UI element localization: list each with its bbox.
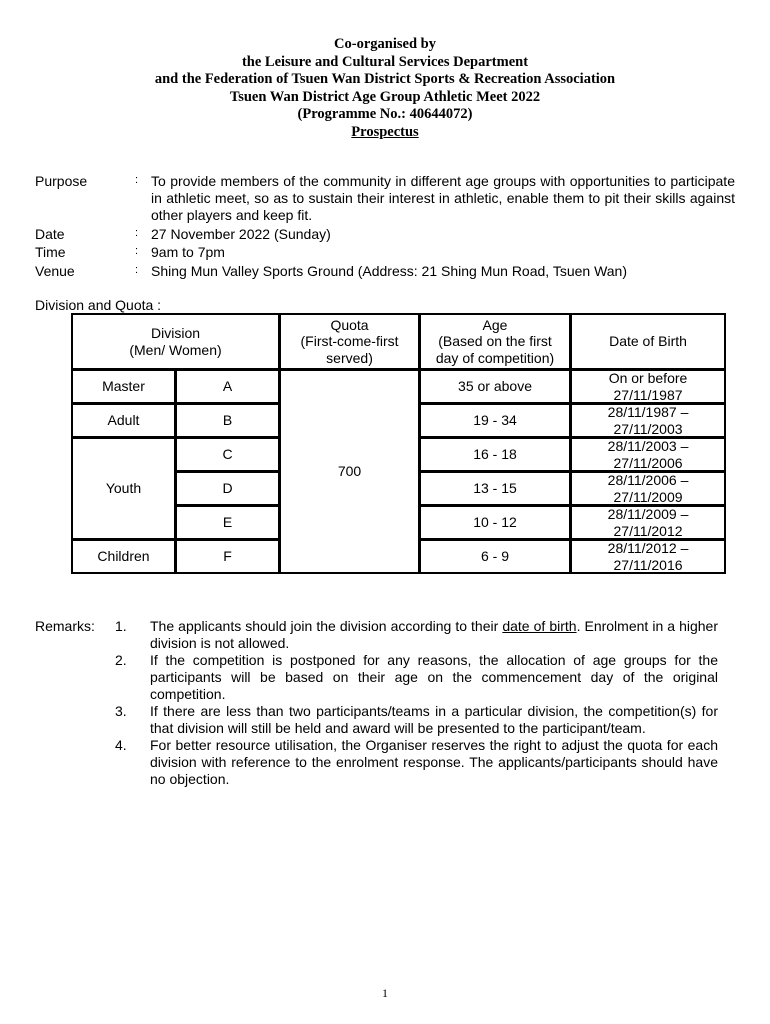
- date-label: Date: [35, 225, 65, 242]
- dob-line2: 27/11/2012: [613, 522, 683, 539]
- age-cell: 19 - 34: [420, 404, 571, 438]
- remark-text: If there are less than two participants/teams in a particular division, the competition(s) for that division will still be held and award will be presented to the participant/team.: [150, 703, 718, 736]
- list-item: [115, 737, 718, 788]
- header-age: [420, 314, 571, 370]
- header-date-of-birth: Date of Birth: [571, 314, 726, 370]
- quota-cell: 700: [280, 370, 420, 574]
- age-cell: 13 - 15: [420, 472, 571, 506]
- dob-line1: On or before: [608, 370, 688, 386]
- purpose-colon: :: [135, 174, 139, 186]
- remark-number: 4.: [115, 737, 127, 753]
- remark-text: [150, 618, 718, 652]
- division-quota-heading: Division and Quota :: [35, 297, 162, 313]
- venue-colon: :: [135, 263, 139, 276]
- remarks-list: [115, 618, 718, 788]
- division-cell: F: [176, 540, 280, 574]
- age-cell: 10 - 12: [420, 506, 571, 540]
- header-quota: [280, 314, 420, 370]
- header-division: [72, 314, 280, 370]
- dob-line1: 28/11/2006 –: [607, 472, 689, 488]
- dob-line1: 28/11/2012 –: [607, 540, 689, 556]
- division-cell: D: [176, 472, 280, 506]
- dob-line1: 28/11/2009 –: [607, 506, 689, 522]
- header-event-title: Tsuen Wan District Age Group Athletic Meet 2022: [229, 88, 541, 105]
- group-master: Master: [72, 370, 176, 404]
- venue-row: [35, 263, 735, 280]
- dob-cell: [571, 472, 726, 506]
- dob-line1: 28/11/1987 –: [607, 404, 689, 420]
- group-youth: Youth: [72, 438, 176, 540]
- group-children: Children: [72, 540, 176, 574]
- header-age-line1: Age: [482, 316, 508, 333]
- age-cell: 6 - 9: [420, 540, 571, 574]
- dob-line2: 27/11/2006: [613, 454, 683, 471]
- header-prospectus: [0, 124, 770, 142]
- venue-text: Shing Mun Valley Sports Ground (Address: 21 Shing Mun Road, Tsuen Wan): [151, 262, 627, 279]
- division-cell: C: [176, 438, 280, 472]
- header-division-line1: Division: [151, 325, 201, 341]
- time-colon: :: [135, 245, 139, 257]
- dob-line1: 28/11/2003 –: [607, 438, 689, 454]
- dob-line2: 27/11/2016: [613, 556, 683, 573]
- date-of-birth-underlined: date of birth: [502, 618, 577, 634]
- purpose-text: To provide members of the community in different age groups with opportunities to participate in athletic meet, so as to sustain their interest in athletic, enable them to pit their skills against other players and keep fit.: [151, 173, 735, 223]
- dob-line2: 27/11/2009: [613, 488, 683, 505]
- remark-text: For better resource utilisation, the Organiser reserves the right to adjust the quota for each division with reference to the enrolment response. The applicants/participants should have no objection.: [150, 737, 718, 787]
- table-row: [72, 370, 726, 404]
- dob-cell: [571, 506, 726, 540]
- list-item: [115, 618, 718, 652]
- division-cell: A: [176, 370, 280, 404]
- dob-line2: 27/11/2003: [613, 420, 683, 437]
- header-age-line2: (Based on the first: [438, 333, 552, 350]
- dob-cell: [571, 370, 726, 404]
- remark-1-pre: The applicants should join the division according to their: [150, 618, 503, 634]
- time-label: Time: [35, 244, 66, 260]
- time-text: 9am to 7pm: [151, 244, 225, 260]
- purpose-label: Purpose: [35, 173, 88, 189]
- date-colon: :: [135, 226, 139, 239]
- remark-number: 1.: [115, 618, 127, 634]
- dob-cell: [571, 540, 726, 574]
- header-co-organised: Co-organised by: [334, 36, 436, 52]
- purpose-row: [35, 173, 735, 224]
- page-number: 1: [382, 986, 388, 1000]
- division-cell: E: [176, 506, 280, 540]
- header-quota-line1: Quota: [330, 316, 369, 333]
- event-info: [35, 173, 735, 281]
- division-cell: B: [176, 404, 280, 438]
- remark-number: 3.: [115, 703, 127, 719]
- document-header: [0, 36, 770, 142]
- time-row: [35, 244, 735, 261]
- division-quota-table: [71, 313, 726, 574]
- group-adult: Adult: [72, 404, 176, 438]
- date-row: [35, 226, 735, 243]
- header-federation: and the Federation of Tsuen Wan District Sports & Recreation Association: [154, 71, 616, 88]
- prospectus-title: Prospectus: [351, 123, 419, 140]
- dob-line2: 27/11/1987: [613, 386, 683, 403]
- header-quota-line3: served): [326, 349, 373, 366]
- header-programme-no: (Programme No.: 40644072): [297, 106, 473, 123]
- remark-text: If the competition is postponed for any reasons, the allocation of age groups for the participants will be based on their age on the commencement day of the original competition.: [150, 652, 718, 702]
- header-lcsd: the Leisure and Cultural Services Department: [241, 53, 529, 70]
- dob-cell: [571, 404, 726, 438]
- remarks-label: Remarks:: [35, 618, 95, 634]
- age-cell: 35 or above: [420, 370, 571, 404]
- list-item: [115, 652, 718, 703]
- table-header-row: [72, 314, 726, 370]
- header-division-line2: (Men/ Women): [129, 341, 222, 358]
- header-quota-line2: (First-come-first: [300, 333, 399, 350]
- list-item: [115, 703, 718, 737]
- header-age-line3: day of competition): [435, 349, 555, 366]
- date-text: 27 November 2022 (Sunday): [151, 225, 331, 242]
- dob-cell: [571, 438, 726, 472]
- remark-number: 2.: [115, 652, 127, 668]
- remark-1-post: . Enrolment in a higher division is not allowed.: [150, 618, 719, 651]
- venue-label: Venue: [35, 262, 75, 279]
- age-cell: 16 - 18: [420, 438, 571, 472]
